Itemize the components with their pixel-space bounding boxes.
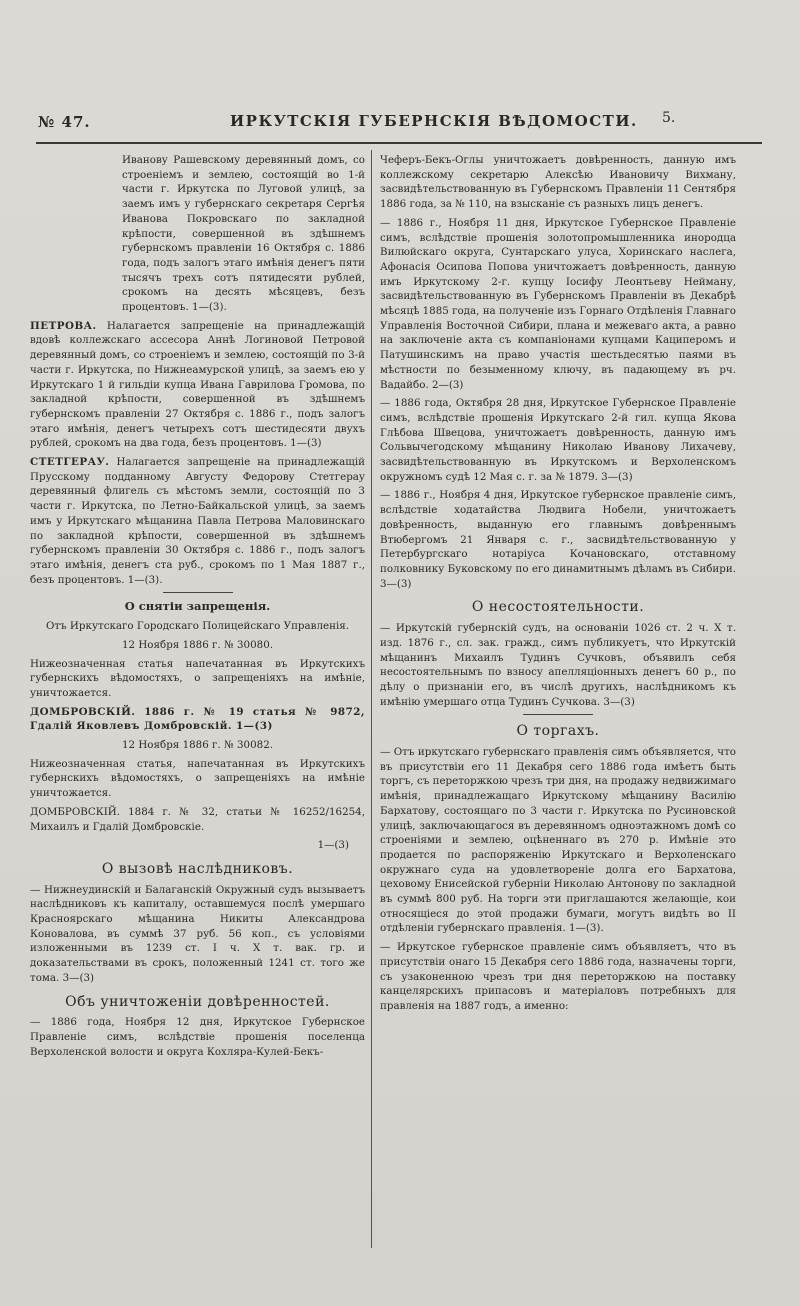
order-note-2: Нижеозначенная статья, напечатанная въ Иркутскихъ губернскихъ вѣдомостяхъ, о запрещеніяхъ на имѣніе уничтожается. (30, 757, 365, 800)
auction-notice-1: — Отъ иркутскаго губернскаго правленія симъ объявляется, что въ присутствіи его 11 Декабря сего 1886 года имѣетъ быть торгъ, съ переторжкою чрезъ три дня, на продажу недвижимаго имѣнія, принадлежащаго Иркутскому мѣщанину Василію Бархатову, состоящаго по 3 части г. Иркутска по Русиновской улицѣ, заключающагося въ деревянномъ одноэтажномъ домѣ со строеніями и землею, оцѣненнаго въ 270 р. Имѣніе это продается по распоряженію Иркутскаго и Верхоленскаго окружнаго суда на удовлетвореніе долга его Бархатова, цеховому Енисейской губерніи Николаю Антонову по закладной въ суммѣ 800 руб. На торги эти приглашаются желающіе, кои относящіеся до этой продажи бумаги, могутъ видѣть во II отдѣленіи губернскаго правленія. 1—(3). (380, 746, 736, 935)
destruction-notice-2: — 1886 г., Ноября 11 дня, Иркутское Губернское Правленіе симъ, вслѣдствіе прошенія золотопромышленника инородца Вилюйскаго округа, Сунтарскаго улуса, Хоринскаго наслега, Афонасія Осипова Попова уничтожаетъ довѣренность, данную имъ Иркутскому 2-г. купцу Іосифу Леонтьеву Нейману, засвидѣтельствованную въ Губернскомъ Правленіи въ Декабрѣ мѣсяцѣ 1885 года, на полученіе изъ Горнаго Отдѣленія Главнаго Управленія Восточной Сибири, плана и межеваго акта, а равно на заключеніе акта съ компаніонами купцами Кациперомъ и Патушинскимъ на право участія шестьдесятью паями въ мѣстности по безыменному ключу, въ падающему въ рч. Вадайбо. 2—(3) (380, 216, 736, 391)
newspaper-title: ИРКУТСКІЯ ГУБЕРНСКІЯ ВѢДОМОСТИ. (230, 112, 638, 130)
order-date-2: 12 Ноября 1886 г. № 30082. (121, 739, 274, 752)
section-lift-ban: О снятіи запрещенія. (124, 599, 271, 614)
section-auctions: О торгахъ. (516, 723, 600, 740)
heirs-notice: — Нижнеудинскій и Балаганскій Окружный судъ вызываетъ наслѣдниковъ къ капиталу, оставшемуся послѣ умершаго Красноярскаго мѣщанина Никиты Александрова Коновалова, въ суммѣ 37 руб. 56 коп., съ условіями изложенными въ 1239 ст. I ч. X т. вак. гр. и доказательствами въ срокъ, положенный 1241 ст. того же тома. 3—(3) (30, 883, 365, 984)
order-note-1: Нижеозначенная статья напечатанная въ Иркутскихъ губернскихъ вѣдомостяхъ, о запрещеніяхъ на имѣніе, уничтожается. (30, 657, 365, 699)
police-header: Отъ Иркутскаго Городскаго Полицейскаго Управленія. (45, 620, 350, 633)
column-divider (371, 150, 372, 1248)
section-insolvency: О несостоятельности. (471, 599, 645, 616)
dombrovsky-2: ДОМБРОВСКІЙ. 1884 г. № 32, статьи № 16252/16254, Михаилъ и Гдалій Домбровскіе. (30, 805, 365, 833)
petrova-notice (30, 319, 365, 451)
stetgerau-lead: СТЕТГЕРАУ. (30, 456, 110, 469)
page-number: 5. (662, 110, 676, 126)
destruction-notice-4: — 1886 г., Ноября 4 дня, Иркутское губернское правленіе симъ, вслѣдствіе ходатайства Людвига Нобели, уничтожаетъ довѣренность, выданную его главнымъ довѣреннымъ Втюбергомъ 21 Января с. г., засвидѣтельствованную у Петербургскаго нотаріуса Кочановскаго, отставному полковнику Буковскому по его динамитнымъ дѣламъ въ Сибири. 3—(3) (380, 489, 736, 590)
stetgerau-notice (30, 455, 365, 587)
stetgerau-body: Налагается запрещеніе на принадлежащій Прусскому подданному Августу Федорову Стетгерау деревянный флигель съ мѣстомъ земли, состоящій по 3 части г. Иркутска, по Летно-Байкальской улицѣ, за заемъ имъ у Иркутскаго мѣщанина Павла Петрова Маловинскаго по закладной крѣпости, совершенной въ здѣшнемъ губернскомъ правленіи 30 Октября с. 1886 г., подъ залогъ этаго имѣнія, денегъ ста руб., срокомъ по 1 Мая 1887 г., безъ процентовъ. 1—(3). (30, 456, 365, 586)
left-column (30, 153, 365, 1063)
destruction-notice-1: — 1886 года, Ноября 12 дня, Иркутское Губернское Правленіе симъ, вслѣдствіе прошенія поселенца Верхоленской волости и округа Кохляра-Кулей-Бекъ- (30, 1016, 365, 1058)
auction-notice-2: — Иркутское губернское правленіе симъ объявляетъ, что въ присутствіи онаго 15 Декабря сего 1886 года, назначены торги, съ узаконенною чрезъ три дня переторжкою на поставку канцелярскихъ припасовъ и матеріаловъ потребныхъ для правленія на 1887 годъ, а именно: (380, 941, 736, 1012)
dombrovsky-2-sig: 1—(3) (317, 839, 349, 852)
order-date-1: 12 Ноября 1886 г. № 30080. (121, 638, 274, 651)
insolvency-notice: — Иркутскій губернскій судъ, на основаніи 1026 ст. 2 ч. X т. изд. 1876 г., сл. зак. гражд., симъ публикуетъ, что Иркутскій мѣщанинъ Михаилъ Тудинъ Сучковъ, объявилъ себя несостоятельнымъ по взносу апелляціонныхъ денегъ 60 р., по дѣлу о признаніи его, въ числѣ другихъ, наслѣдникомъ къ имѣнію умершаго отца Тудинъ Сучкова. 3—(3) (380, 622, 736, 708)
rashevsky-notice: Иванову Рашевскому деревянный домъ, со строеніемъ и землею, состоящій во 1-й части г. Иркутска по Луговой улицѣ, за заемъ имъ у губернскаго секретаря Сергѣя Иванова Покровскаго по закладной крѣпости, совершенной въ здѣшнемъ губернскомъ правленіи 16 Октября с. 1886 года, подъ залогъ этаго имѣнія денегъ пяти тысячъ трехъ сотъ пятидесяти рублей, срокомъ на десять мѣсяцевъ, безъ процентовъ. 1—(3). (122, 154, 365, 314)
destruction-notice-3: — 1886 года, Октября 28 дня, Иркутское Губернское Правленіе симъ, вслѣдствіе прошенія Иркутскаго 2-й гил. купца Якова Глѣбова Швецова, уничтожаетъ довѣренность, данную имъ Сольвычегодскому мѣщанину Николаю Иванову Лихачеву, засвидѣтельствованную въ Иркутскомъ и Верхоленскомъ окружномъ судѣ 12 Мая с. г. за № 1879. 3—(3) (380, 397, 736, 483)
section-rule (163, 592, 233, 593)
petrova-lead: ПЕТРОВА. (30, 319, 97, 332)
header-rule (36, 142, 762, 144)
dombrovsky-1: ДОМБРОВСКІЙ. 1886 г. № 19 статья № 9872, Гдалій Яковлевъ Домбровскій. 1—(3) (30, 705, 365, 733)
issue-number: № 47. (38, 113, 91, 131)
section-heirs: О вызовѣ наслѣдниковъ. (101, 860, 294, 877)
destruction-notice-1-cont: Чеферъ-Бекъ-Оглы уничтожаетъ довѣренность, данную имъ коллежскому секретарю Алексѣю Ивановичу Вихману, засвидѣтельствованную въ Губернскомъ Правленіи 11 Сентября 1886 года, за № 110, на взысканіе съ разныхъ лицъ денегъ. (380, 154, 736, 211)
right-column (380, 153, 736, 1018)
section-destruction: Объ уничтоженіи довѣренностей. (65, 993, 330, 1010)
petrova-body: Налагается запрещеніе на принадлежащій вдовѣ коллежскаго ассесора Аннѣ Логиновой Петровой деревянный домъ, со строеніемъ и землею, состоящій по 3-й части г. Иркутска, по Нижнеамурской улицѣ, за заемъ ею у Иркутскаго 1 й гильдіи купца Ивана Гавриловa Громова, по закладной крѣпости, совершенной въ здѣшнемъ губернскомъ правленіи 27 Октября с. 1886 г., подъ залогъ этаго имѣнія, денегъ четырехъ сотъ шестидесяти двухъ рублей, срокомъ на два года, безъ процентовъ. 1—(3) (30, 319, 365, 450)
section-rule-2 (523, 714, 593, 715)
